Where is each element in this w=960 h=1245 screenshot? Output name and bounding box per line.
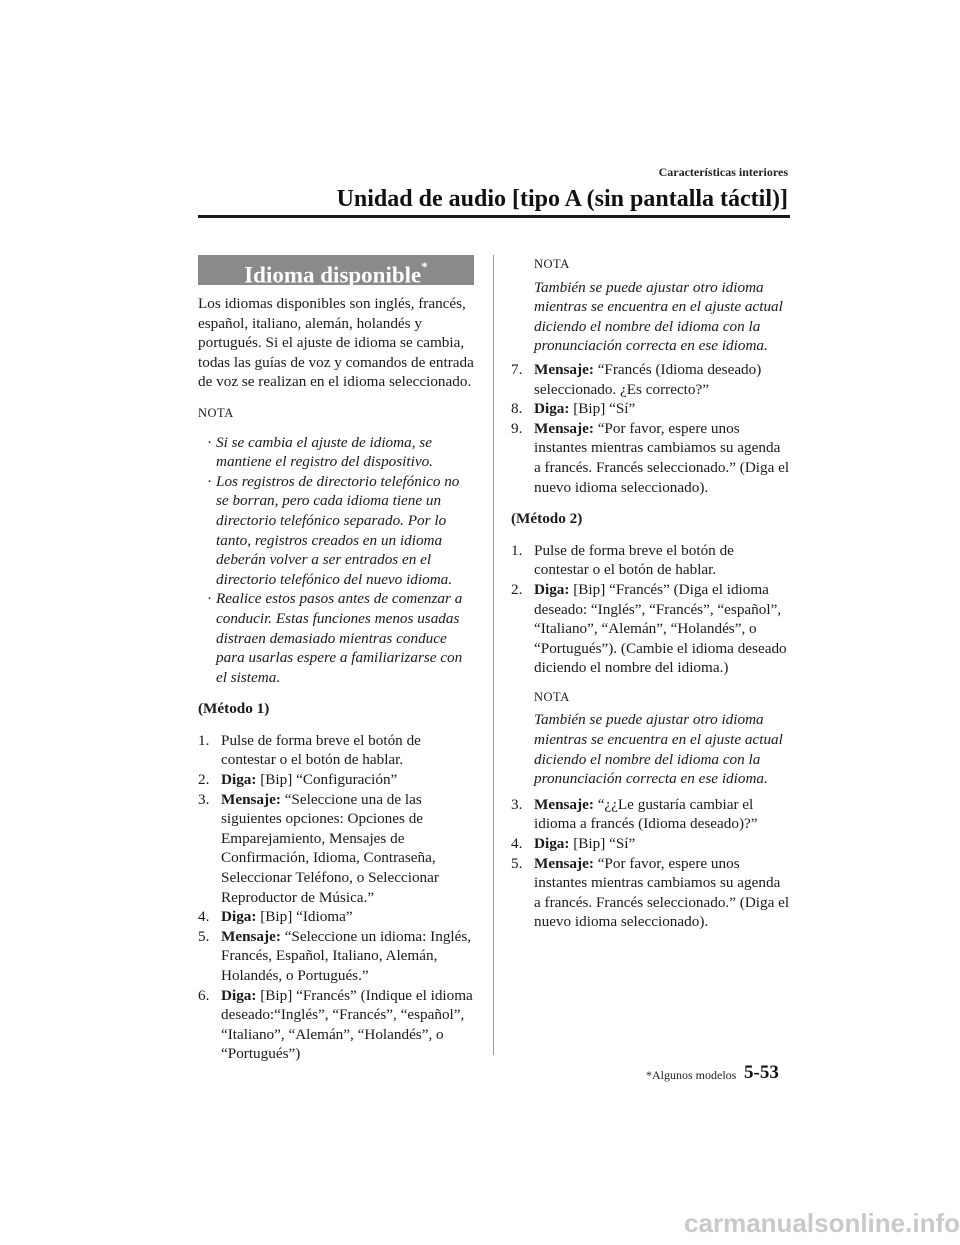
footnote: *Algunos modelos xyxy=(646,1068,737,1082)
nota-label: NOTA xyxy=(534,257,570,271)
nota-bullet: · Si se cambia el ajuste de idioma, se mantiene el registro del dispositivo. xyxy=(207,433,433,471)
step-item: 4. Diga: [Bip] “Sí” xyxy=(511,835,636,853)
section-banner xyxy=(198,255,474,288)
step-item: 2. Diga: [Bip] “Configuración” xyxy=(198,771,398,789)
footnote-mark: * xyxy=(421,259,428,274)
step-item: 7. Mensaje: “Francés (Idioma deseado) seleccionado. ¿Es correcto?” xyxy=(511,360,762,398)
nota-bullet: · Realice estos pasos antes de comenzar a conducir. Estas funciones menos usadas distraen demasiado mientras conduce para usarlas espere a familiarizarse con el sistema. xyxy=(207,590,463,686)
step-item: 1. Pulse de forma breve el botón de contestar o el botón de hablar. xyxy=(198,731,421,769)
method-1-steps-continued xyxy=(511,360,790,497)
step-item: 4. Diga: [Bip] “Idioma” xyxy=(198,908,353,926)
section-title: Idioma disponible xyxy=(244,262,422,288)
step-item: 1. Pulse de forma breve el botón de contestar o el botón de hablar. xyxy=(511,541,734,579)
nota-block xyxy=(511,688,790,789)
nota-text: También se puede ajustar otro idioma mientras se encuentra en el ajuste actual diciendo el nombre del idioma con la pronunciación correcta en ese idioma. xyxy=(534,711,783,788)
nota-label: NOTA xyxy=(198,405,234,420)
step-item: 3. Mensaje: “¿¿Le gustaría cambiar el idioma a francés (Idioma deseado)?” xyxy=(511,795,758,833)
bullet-dot-icon: · xyxy=(207,590,213,608)
step-item: 9. Mensaje: “Por favor, espere unos instantes mientras cambiamos su agenda a francés. Francés seleccionado.” (Diga el nuevo idioma seleccionado). xyxy=(511,419,790,496)
nota-text: También se puede ajustar otro idioma mientras se encuentra en el ajuste actual diciendo el nombre del idioma con la pronunciación correcta en ese idioma. xyxy=(534,278,783,355)
column-divider xyxy=(493,255,494,1055)
watermark: carmanualsonline.info xyxy=(684,1208,960,1238)
method-2-steps xyxy=(511,541,790,678)
bullet-dot-icon: · xyxy=(207,433,213,451)
left-column xyxy=(198,255,474,1064)
right-column xyxy=(511,255,790,932)
nota-block xyxy=(511,255,790,356)
step-item: 2. Diga: [Bip] “Francés” (Diga el idioma deseado: “Inglés”, “Francés”, “español”, “Italiano”, “Alemán”, “Holandés”, o “Portugués”). (Cambie el idioma deseado diciendo el nombre del idioma.) xyxy=(511,580,787,677)
method-2-heading: (Método 2) xyxy=(511,510,583,528)
method-2-steps-continued xyxy=(511,795,790,932)
step-item: 5. Mensaje: “Por favor, espere unos instantes mientras cambiamos su agenda a francés. Francés seleccionado.” (Diga el nuevo idioma seleccionado). xyxy=(511,854,790,931)
intro-paragraph: Los idiomas disponibles son inglés, francés, español, italiano, alemán, holandés y portugués. Si el ajuste de idioma se cambia, todas las guías de voz y comandos de entrada de voz se realizan en el idioma seleccionado. xyxy=(198,295,474,391)
step-item: 8. Diga: [Bip] “Sí” xyxy=(511,400,636,418)
nota-bullet: · Los registros de directorio telefónico no se borran, pero cada idioma tiene un directorio telefónico separado. Por lo tanto, registros creados en un idioma deberán volver a ser entrados en el directorio telefónico del nuevo idioma. xyxy=(207,472,460,588)
bullet-dot-icon: · xyxy=(207,472,213,490)
page-title: Unidad de audio [tipo A (sin pantalla táctil)] xyxy=(336,186,788,212)
nota-bullets xyxy=(198,433,474,688)
header-rule xyxy=(198,215,790,218)
method-1-heading: (Método 1) xyxy=(198,700,270,718)
page-number: 5-53 xyxy=(744,1062,779,1083)
step-item: 5. Mensaje: “Seleccione un idioma: Inglés, Francés, Español, Italiano, Alemán, Holandés, o Portugués.” xyxy=(198,927,472,984)
header-section-label: Características interiores xyxy=(658,165,788,179)
nota-label: NOTA xyxy=(534,689,570,704)
step-item: 6. Diga: [Bip] “Francés” (Indique el idioma deseado:“Inglés”, “Francés”, “español”, “Italiano”, “Alemán”, “Holandés”, o “Portugués”) xyxy=(198,986,473,1063)
step-item: 3. Mensaje: “Seleccione una de las siguientes opciones: Opciones de Emparejamiento, Mensajes de Confirmación, Idioma, Contraseña, Seleccionar Teléfono, o Seleccionar Reproductor de Música.” xyxy=(198,790,439,906)
method-1-steps xyxy=(198,731,474,1064)
